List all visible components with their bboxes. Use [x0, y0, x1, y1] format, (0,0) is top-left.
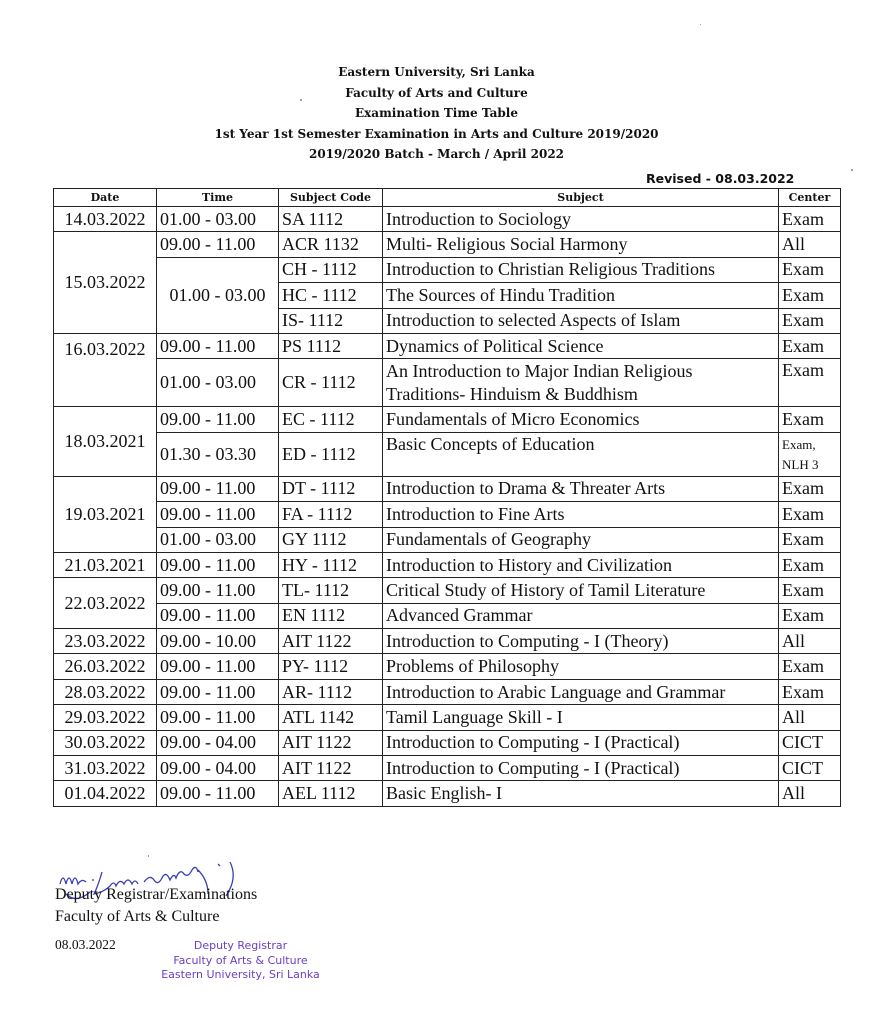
- exam-title: 1st Year 1st Semester Examination in Arts and Culture 2019/2020: [214, 126, 659, 141]
- subject-cell: Introduction to Fine Arts: [383, 502, 779, 527]
- center-cell: All: [779, 781, 841, 806]
- time-cell: 09.00 - 11.00: [157, 654, 279, 679]
- code-cell: AIT 1122: [279, 629, 383, 654]
- time-cell: 09.00 - 11.00: [157, 407, 279, 432]
- document-title: Examination Time Table: [355, 106, 518, 120]
- center-cell: Exam: [779, 308, 841, 333]
- center-cell: All: [779, 232, 841, 257]
- subject-line-1: An Introduction to Major Indian Religious: [386, 361, 693, 382]
- date-cell: 15.03.2022: [54, 232, 157, 334]
- subject-cell: Basic English- I: [383, 781, 779, 806]
- center-cell: Exam: [779, 257, 841, 282]
- center-line-1: Exam,: [782, 436, 816, 452]
- subject-cell: Introduction to Sociology: [383, 207, 779, 232]
- code-cell: GY 1112: [279, 527, 383, 552]
- date-cell: 31.03.2022: [54, 756, 157, 781]
- center-cell: [779, 432, 841, 476]
- table-row: [54, 502, 841, 527]
- code-cell: AIT 1122: [279, 756, 383, 781]
- column-header-time: Time: [157, 189, 279, 207]
- table-row: [54, 407, 841, 432]
- subject-cell: Introduction to Computing - I (Theory): [383, 629, 779, 654]
- subject-cell: Introduction to History and Civilization: [383, 552, 779, 577]
- code-cell: EC - 1112: [279, 407, 383, 432]
- code-cell: AEL 1112: [279, 781, 383, 806]
- time-cell: 09.00 - 11.00: [157, 578, 279, 603]
- time-cell: 09.00 - 11.00: [157, 232, 279, 257]
- time-cell: 01.00 - 03.00: [157, 257, 279, 333]
- official-stamp: [148, 939, 333, 983]
- code-cell: EN 1112: [279, 603, 383, 628]
- column-header-subject: Subject: [383, 189, 779, 207]
- code-cell: FA - 1112: [279, 502, 383, 527]
- table-row: [54, 207, 841, 232]
- time-cell: 01.00 - 03.00: [157, 359, 279, 407]
- time-cell: 09.00 - 11.00: [157, 333, 279, 358]
- stamp-line-1: Deputy Registrar: [193, 939, 288, 952]
- document-header: [0, 62, 873, 165]
- table-row: [54, 333, 841, 358]
- scan-speck: [148, 855, 149, 857]
- date-cell: 30.03.2022: [54, 730, 157, 755]
- subject-cell: Introduction to Christian Religious Traditions: [383, 257, 779, 282]
- signatory-faculty: Faculty of Arts & Culture: [55, 908, 220, 925]
- subject-cell: Introduction to Computing - I (Practical): [383, 756, 779, 781]
- batch-info: 2019/2020 Batch - March / April 2022: [308, 147, 565, 161]
- center-cell: Exam: [779, 679, 841, 704]
- subject-cell: Introduction to selected Aspects of Islam: [383, 308, 779, 333]
- center-cell: All: [779, 629, 841, 654]
- code-cell: TL- 1112: [279, 578, 383, 603]
- table-row: [54, 527, 841, 552]
- table-row: [54, 730, 841, 755]
- subject-cell: The Sources of Hindu Tradition: [383, 283, 779, 308]
- table-row: [54, 578, 841, 603]
- subject-cell: Fundamentals of Micro Economics: [383, 407, 779, 432]
- center-cell: Exam: [779, 502, 841, 527]
- center-cell: CICT: [779, 756, 841, 781]
- code-cell: ATL 1142: [279, 705, 383, 730]
- subject-cell: Basic Concepts of Education: [383, 432, 779, 476]
- column-header-center: Center: [779, 189, 841, 207]
- center-cell: Exam: [779, 476, 841, 501]
- signatory-role: Deputy Registrar/Examinations: [55, 886, 258, 903]
- table-row: [54, 359, 841, 407]
- center-cell: Exam: [779, 359, 841, 407]
- center-cell: All: [779, 705, 841, 730]
- time-cell: 01.00 - 03.00: [157, 527, 279, 552]
- time-cell: 09.00 - 04.00: [157, 730, 279, 755]
- center-cell: Exam: [779, 654, 841, 679]
- subject-cell: Dynamics of Political Science: [383, 333, 779, 358]
- subject-cell: Fundamentals of Geography: [383, 527, 779, 552]
- table-row: [54, 476, 841, 501]
- code-cell: HY - 1112: [279, 552, 383, 577]
- table-row: [54, 603, 841, 628]
- revised-date: Revised - 08.03.2022: [646, 171, 795, 186]
- exam-timetable: [53, 188, 841, 807]
- code-cell: PS 1112: [279, 333, 383, 358]
- column-header-subject-code: Subject Code: [279, 189, 383, 207]
- code-cell: DT - 1112: [279, 476, 383, 501]
- date-cell: 23.03.2022: [54, 629, 157, 654]
- time-cell: 09.00 - 04.00: [157, 756, 279, 781]
- faculty-name: Faculty of Arts and Culture: [345, 85, 528, 100]
- code-cell: HC - 1112: [279, 283, 383, 308]
- table-header-row: [54, 189, 841, 207]
- time-cell: 09.00 - 11.00: [157, 679, 279, 704]
- table-row: [54, 781, 841, 806]
- table-row: [54, 705, 841, 730]
- date-cell: 28.03.2022: [54, 679, 157, 704]
- table-row: [54, 257, 841, 282]
- table-row: [54, 654, 841, 679]
- signature-date: 08.03.2022: [55, 937, 116, 952]
- scan-speck: [851, 169, 853, 171]
- table-row: [54, 552, 841, 577]
- code-cell: CR - 1112: [279, 359, 383, 407]
- time-cell: 09.00 - 11.00: [157, 502, 279, 527]
- column-header-date: Date: [54, 189, 157, 207]
- university-name: Eastern University, Sri Lanka: [338, 65, 535, 79]
- code-cell: CH - 1112: [279, 257, 383, 282]
- center-cell: Exam: [779, 283, 841, 308]
- date-cell: 16.03.2022: [54, 333, 157, 406]
- subject-cell: Introduction to Drama & Threater Arts: [383, 476, 779, 501]
- center-cell: Exam: [779, 333, 841, 358]
- time-cell: 09.00 - 11.00: [157, 603, 279, 628]
- code-cell: PY- 1112: [279, 654, 383, 679]
- center-cell: Exam: [779, 527, 841, 552]
- table-row: [54, 629, 841, 654]
- code-cell: AR- 1112: [279, 679, 383, 704]
- date-cell: 01.04.2022: [54, 781, 157, 806]
- subject-cell: [383, 359, 779, 407]
- code-cell: AIT 1122: [279, 730, 383, 755]
- center-cell: CICT: [779, 730, 841, 755]
- date-cell: 19.03.2021: [54, 476, 157, 552]
- center-cell: Exam: [779, 578, 841, 603]
- center-cell: Exam: [779, 603, 841, 628]
- code-cell: IS- 1112: [279, 308, 383, 333]
- time-cell: 09.00 - 11.00: [157, 781, 279, 806]
- date-cell: 18.03.2021: [54, 407, 157, 476]
- code-cell: ED - 1112: [279, 432, 383, 476]
- code-cell: SA 1112: [279, 207, 383, 232]
- date-cell: 26.03.2022: [54, 654, 157, 679]
- subject-cell: Multi- Religious Social Harmony: [383, 232, 779, 257]
- table-row: [54, 679, 841, 704]
- time-cell: 09.00 - 10.00: [157, 629, 279, 654]
- time-cell: 09.00 - 11.00: [157, 552, 279, 577]
- code-cell: ACR 1132: [279, 232, 383, 257]
- center-cell: Exam: [779, 552, 841, 577]
- subject-line-2: Traditions- Hinduism & Buddhism: [386, 384, 638, 405]
- center-line-2: NLH 3: [782, 456, 819, 472]
- table-row: [54, 232, 841, 257]
- subject-cell: Tamil Language Skill - I: [383, 705, 779, 730]
- subject-cell: Advanced Grammar: [383, 603, 779, 628]
- table-row: [54, 756, 841, 781]
- subject-cell: Introduction to Arabic Language and Grammar: [383, 679, 779, 704]
- center-cell: Exam: [779, 407, 841, 432]
- time-cell: 09.00 - 11.00: [157, 476, 279, 501]
- time-cell: 01.30 - 03.30: [157, 432, 279, 476]
- date-cell: 29.03.2022: [54, 705, 157, 730]
- date-cell: 22.03.2022: [54, 578, 157, 629]
- scan-speck: [700, 24, 701, 25]
- scan-speck: [300, 99, 302, 101]
- subject-cell: Problems of Philosophy: [383, 654, 779, 679]
- stamp-line-2: Faculty of Arts & Culture: [173, 953, 308, 967]
- center-cell: Exam: [779, 207, 841, 232]
- stamp-line-3: Eastern University, Sri Lanka: [161, 968, 320, 981]
- time-cell: 01.00 - 03.00: [157, 207, 279, 232]
- subject-cell: Critical Study of History of Tamil Literature: [383, 578, 779, 603]
- table-row: [54, 432, 841, 476]
- date-cell: 21.03.2021: [54, 552, 157, 577]
- subject-cell: Introduction to Computing - I (Practical): [383, 730, 779, 755]
- time-cell: 09.00 - 11.00: [157, 705, 279, 730]
- date-cell: 14.03.2022: [54, 207, 157, 232]
